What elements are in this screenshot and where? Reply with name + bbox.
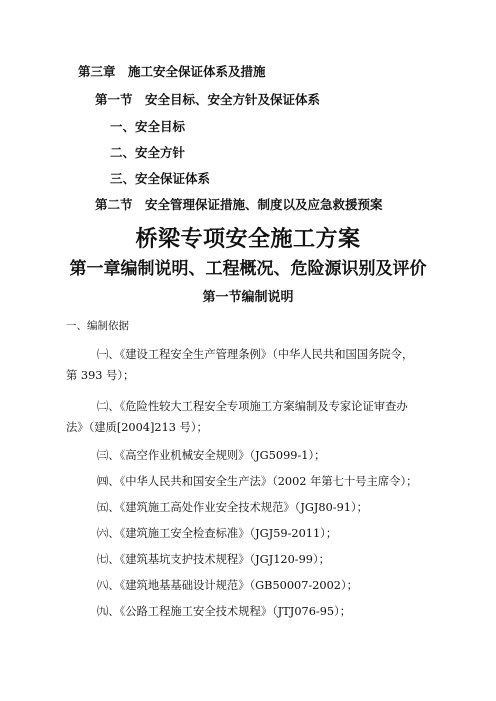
toc-item-safety-goal: 一、安全目标	[110, 119, 186, 134]
basis-line: 法》（建质[2004]213 号）；	[66, 421, 208, 434]
page-title: 桥梁专项安全施工方案	[135, 226, 361, 252]
toc-section-2: 第二节 安全管理保证措施、制度以及应急救援预案	[95, 197, 383, 212]
basis-line: ㈧、《建筑地基基础设计规范》（GB50007-2002）；	[97, 579, 358, 592]
basis-line: ㈨、《公路工程施工安全技术规程》（JTJ076-95）；	[97, 605, 352, 618]
basis-line: ㈡、《危险性较大工程安全专项施工方案编制及专家论证审查办	[97, 400, 408, 413]
basis-line: ㈦、《建筑基坑支护技术规程》（JGJ120-99）；	[97, 553, 330, 566]
basis-line: ㈠、《建设工程安全生产管理条例》（中华人民共和国国务院令，	[97, 348, 414, 361]
basis-heading: 一、编制依据	[66, 320, 129, 332]
toc-chapter-3: 第三章 施工安全保证体系及措施	[78, 64, 266, 79]
basis-line: ㈥、《建筑施工安全检查标准》（JGJ59-2011）；	[97, 527, 338, 540]
section-heading: 第一节编制说明	[202, 290, 294, 305]
toc-item-safety-policy: 二、安全方针	[110, 145, 186, 160]
chapter-heading: 第一章编制说明、工程概况、危险源识别及评价	[69, 259, 427, 279]
basis-line: ㈤、《建筑施工高处作业安全技术规范》（JGJ80-91）；	[97, 501, 368, 514]
basis-line: 第 393 号）；	[66, 369, 135, 382]
basis-line: ㈣、《中华人民共和国安全生产法》（2002 年第七十号主席令）；	[97, 475, 418, 488]
toc-section-1: 第一节 安全目标、安全方针及保证体系	[95, 92, 321, 107]
basis-line: ㈢、《高空作业机械安全规则》（JG5099-1）；	[97, 449, 326, 462]
toc-item-safety-system: 三、安全保证体系	[110, 171, 211, 186]
